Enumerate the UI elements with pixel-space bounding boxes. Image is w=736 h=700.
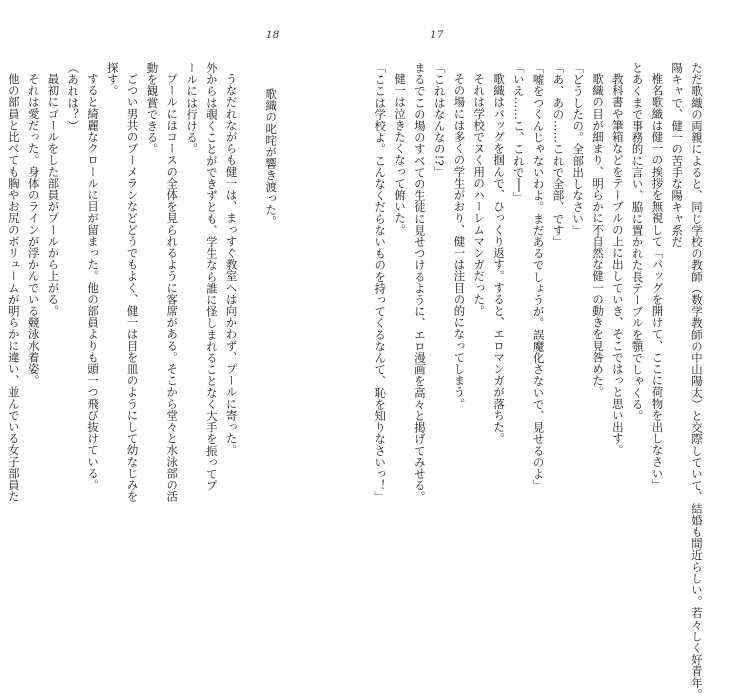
text-line: とあくまで事務的に言い、脇に置かれた長テーブルを顎でしゃくる。 bbox=[630, 62, 645, 422]
text-line: 「ここは学校よ。こんなくだらないものを持ってくるなんて、恥を知りなさいっ！」 bbox=[373, 62, 388, 503]
text-line: 動を観賞できる。 bbox=[145, 62, 160, 155]
text-line: 「いえ……こ、これで──」 bbox=[511, 62, 526, 204]
text-line: 歌織の叱咤が響き渡った。 bbox=[264, 88, 279, 228]
text-line: （あれは？） bbox=[66, 62, 81, 132]
text-line: 探す。 bbox=[105, 62, 120, 97]
text-line: 椎名歌織は健一の挨拶を無視して「バッグを開けて、ここに荷物を出しなさい」 bbox=[650, 73, 665, 491]
text-line: 歌織はバッグを掴んで、ひっくり返す。すると、エロマンガが落ちた。 bbox=[492, 73, 507, 445]
text-line: プールにはコースの全体を見られるように客席がある。そこから堂々と水泳部の活 bbox=[165, 73, 180, 503]
text-line: 陽キャで、健一の苦手な陽キャ系だ bbox=[670, 62, 685, 248]
text-line: 健一は泣きたくなって俯いた。 bbox=[393, 73, 408, 236]
text-line: 最初にゴールをした部員がプールから上がる。 bbox=[46, 73, 61, 317]
right-page bbox=[368, 0, 736, 700]
page-number: 17 bbox=[430, 30, 444, 41]
text-line: それは愛だった。身体のラインが浮かんでいる競泳水着姿。 bbox=[26, 73, 41, 387]
text-line: うなだれながらも健一は、まっすぐ教室へは向かわず、プールに寄った。 bbox=[224, 73, 239, 457]
text-line: ただ歌織の両親によると、同じ学校の教師（数学教師の中山陽太）と交際していて、結婚も間近らしい。若々しく好青年。 bbox=[690, 62, 704, 700]
page-number: 18 bbox=[266, 30, 280, 41]
text-line: 外からは覗くことができずとも、学生なら誰に怪しまれることなく大手を振ってプ bbox=[204, 62, 219, 492]
left-page bbox=[0, 0, 368, 526]
page-body-text bbox=[6, 62, 300, 503]
text-line: まるでこの場のすべての生徒に見せつけるように、エロ漫画を高々と掲げてみせる。 bbox=[412, 62, 427, 503]
page-body-text bbox=[373, 62, 706, 700]
text-line: 「これはなんなの!?」 bbox=[432, 62, 447, 178]
text-line: 「嘘をつくんじゃないわよ。まだあるでしょうが。誤魔化さないで、見せるのよ」 bbox=[531, 62, 546, 492]
text-line: すると綺麗なクロールに目が留まった。他の部員よりも頭一つ飛び抜けている。 bbox=[86, 73, 101, 491]
text-line: ールには行ける。 bbox=[185, 62, 200, 155]
text-line: その場には多くの学生がおり、健一は注目の的になってしまう。 bbox=[452, 73, 467, 410]
text-line: 「あ、あの……これで全部、です」 bbox=[551, 62, 566, 248]
text-line: ごつい男共のブーメランなどどうでもよく、健一は目を皿のようにして幼なじみを bbox=[125, 73, 140, 503]
text-line: 他の部員と比べても胸やお尻のボリュームが明らかに違い、並んでいる女子部員た bbox=[6, 73, 21, 503]
text-line: 教科書や筆箱などをテーブルの上に出していき、そこではっと思い出す。 bbox=[610, 73, 625, 457]
text-line: それは学校でヌく用のハーレムマンガだった。 bbox=[472, 73, 487, 317]
blank-line bbox=[241, 62, 261, 492]
blank-line bbox=[280, 62, 300, 492]
text-line: 「どうしたの。全部出しなさい」 bbox=[571, 62, 586, 236]
text-line: 歌織の目が細まり、明らかに不自然な健一の動きを見咎めた。 bbox=[591, 73, 606, 399]
